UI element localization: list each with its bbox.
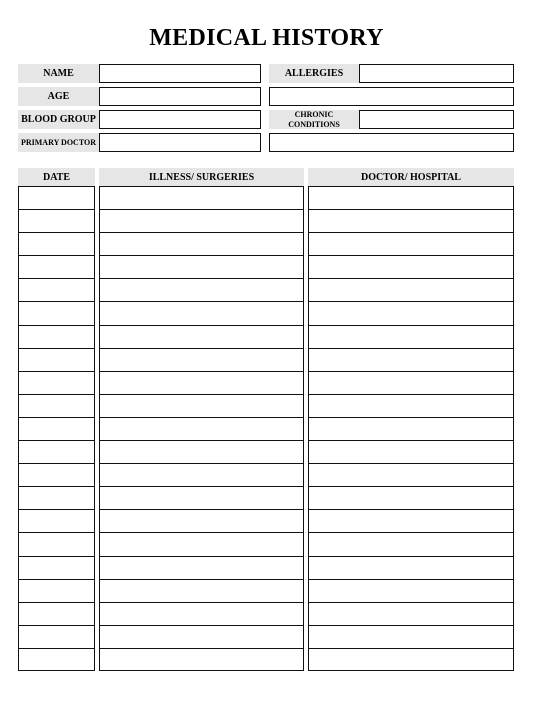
doctor-cell[interactable] xyxy=(308,417,514,440)
illness-cell[interactable] xyxy=(99,348,304,371)
doctor-cell[interactable] xyxy=(308,278,514,301)
date-cell[interactable] xyxy=(18,579,95,602)
illness-cell[interactable] xyxy=(99,463,304,486)
illness-cell[interactable] xyxy=(99,579,304,602)
date-cell[interactable] xyxy=(18,556,95,579)
date-cell[interactable] xyxy=(18,440,95,463)
date-cell[interactable] xyxy=(18,371,95,394)
chronic-conditions-label: CHRONIC CONDITIONS xyxy=(269,110,359,129)
illness-cell[interactable] xyxy=(99,301,304,324)
illness-cell[interactable] xyxy=(99,209,304,232)
doctor-cell[interactable] xyxy=(308,463,514,486)
doctor-cell[interactable] xyxy=(308,625,514,648)
date-cell[interactable] xyxy=(18,509,95,532)
blood-group-field[interactable] xyxy=(99,110,261,129)
allergies-field-2[interactable] xyxy=(269,87,514,106)
doctor-cell[interactable] xyxy=(308,648,514,671)
doctor-cell[interactable] xyxy=(308,602,514,625)
illness-cell[interactable] xyxy=(99,278,304,301)
date-cell[interactable] xyxy=(18,186,95,209)
illness-cell[interactable] xyxy=(99,232,304,255)
illness-cell[interactable] xyxy=(99,602,304,625)
name-field[interactable] xyxy=(99,64,261,83)
illness-cell[interactable] xyxy=(99,648,304,671)
illness-cell[interactable] xyxy=(99,556,304,579)
date-cell[interactable] xyxy=(18,625,95,648)
page-title: MEDICAL HISTORY xyxy=(149,25,384,51)
illness-cell[interactable] xyxy=(99,440,304,463)
illness-cell[interactable] xyxy=(99,509,304,532)
doctor-cell[interactable] xyxy=(308,186,514,209)
allergies-label: ALLERGIES xyxy=(269,64,359,83)
doctor-column-header: DOCTOR/ HOSPITAL xyxy=(308,168,514,187)
name-label: NAME xyxy=(18,64,99,83)
date-cell[interactable] xyxy=(18,532,95,555)
illness-cell[interactable] xyxy=(99,394,304,417)
illness-cell[interactable] xyxy=(99,625,304,648)
doctor-cell[interactable] xyxy=(308,486,514,509)
blood-group-label: BLOOD GROUP xyxy=(18,110,99,129)
date-cell[interactable] xyxy=(18,209,95,232)
date-cell[interactable] xyxy=(18,486,95,509)
chronic-conditions-field[interactable] xyxy=(359,110,514,129)
allergies-field[interactable] xyxy=(359,64,514,83)
doctor-cell[interactable] xyxy=(308,440,514,463)
date-cell[interactable] xyxy=(18,255,95,278)
doctor-cell[interactable] xyxy=(308,232,514,255)
date-column xyxy=(18,186,95,671)
doctor-cell[interactable] xyxy=(308,325,514,348)
date-cell[interactable] xyxy=(18,348,95,371)
age-label: AGE xyxy=(18,87,99,106)
doctor-cell[interactable] xyxy=(308,509,514,532)
doctor-cell[interactable] xyxy=(308,371,514,394)
doctor-cell[interactable] xyxy=(308,394,514,417)
primary-doctor-field[interactable] xyxy=(99,133,261,152)
illness-column xyxy=(99,186,304,671)
date-cell[interactable] xyxy=(18,648,95,671)
date-cell[interactable] xyxy=(18,463,95,486)
doctor-cell[interactable] xyxy=(308,209,514,232)
doctor-cell[interactable] xyxy=(308,579,514,602)
illness-cell[interactable] xyxy=(99,325,304,348)
date-column-header: DATE xyxy=(18,168,95,187)
date-cell[interactable] xyxy=(18,278,95,301)
chronic-conditions-field-2[interactable] xyxy=(269,133,514,152)
illness-cell[interactable] xyxy=(99,186,304,209)
illness-column-header: ILLNESS/ SURGERIES xyxy=(99,168,304,187)
illness-cell[interactable] xyxy=(99,417,304,440)
date-cell[interactable] xyxy=(18,602,95,625)
date-cell[interactable] xyxy=(18,301,95,324)
date-cell[interactable] xyxy=(18,325,95,348)
date-cell[interactable] xyxy=(18,394,95,417)
doctor-cell[interactable] xyxy=(308,255,514,278)
doctor-cell[interactable] xyxy=(308,348,514,371)
illness-cell[interactable] xyxy=(99,532,304,555)
date-cell[interactable] xyxy=(18,232,95,255)
illness-cell[interactable] xyxy=(99,486,304,509)
doctor-column xyxy=(308,186,514,671)
age-field[interactable] xyxy=(99,87,261,106)
illness-cell[interactable] xyxy=(99,371,304,394)
doctor-cell[interactable] xyxy=(308,532,514,555)
date-cell[interactable] xyxy=(18,417,95,440)
doctor-cell[interactable] xyxy=(308,301,514,324)
illness-cell[interactable] xyxy=(99,255,304,278)
doctor-cell[interactable] xyxy=(308,556,514,579)
primary-doctor-label: PRIMARY DOCTOR xyxy=(18,133,99,152)
